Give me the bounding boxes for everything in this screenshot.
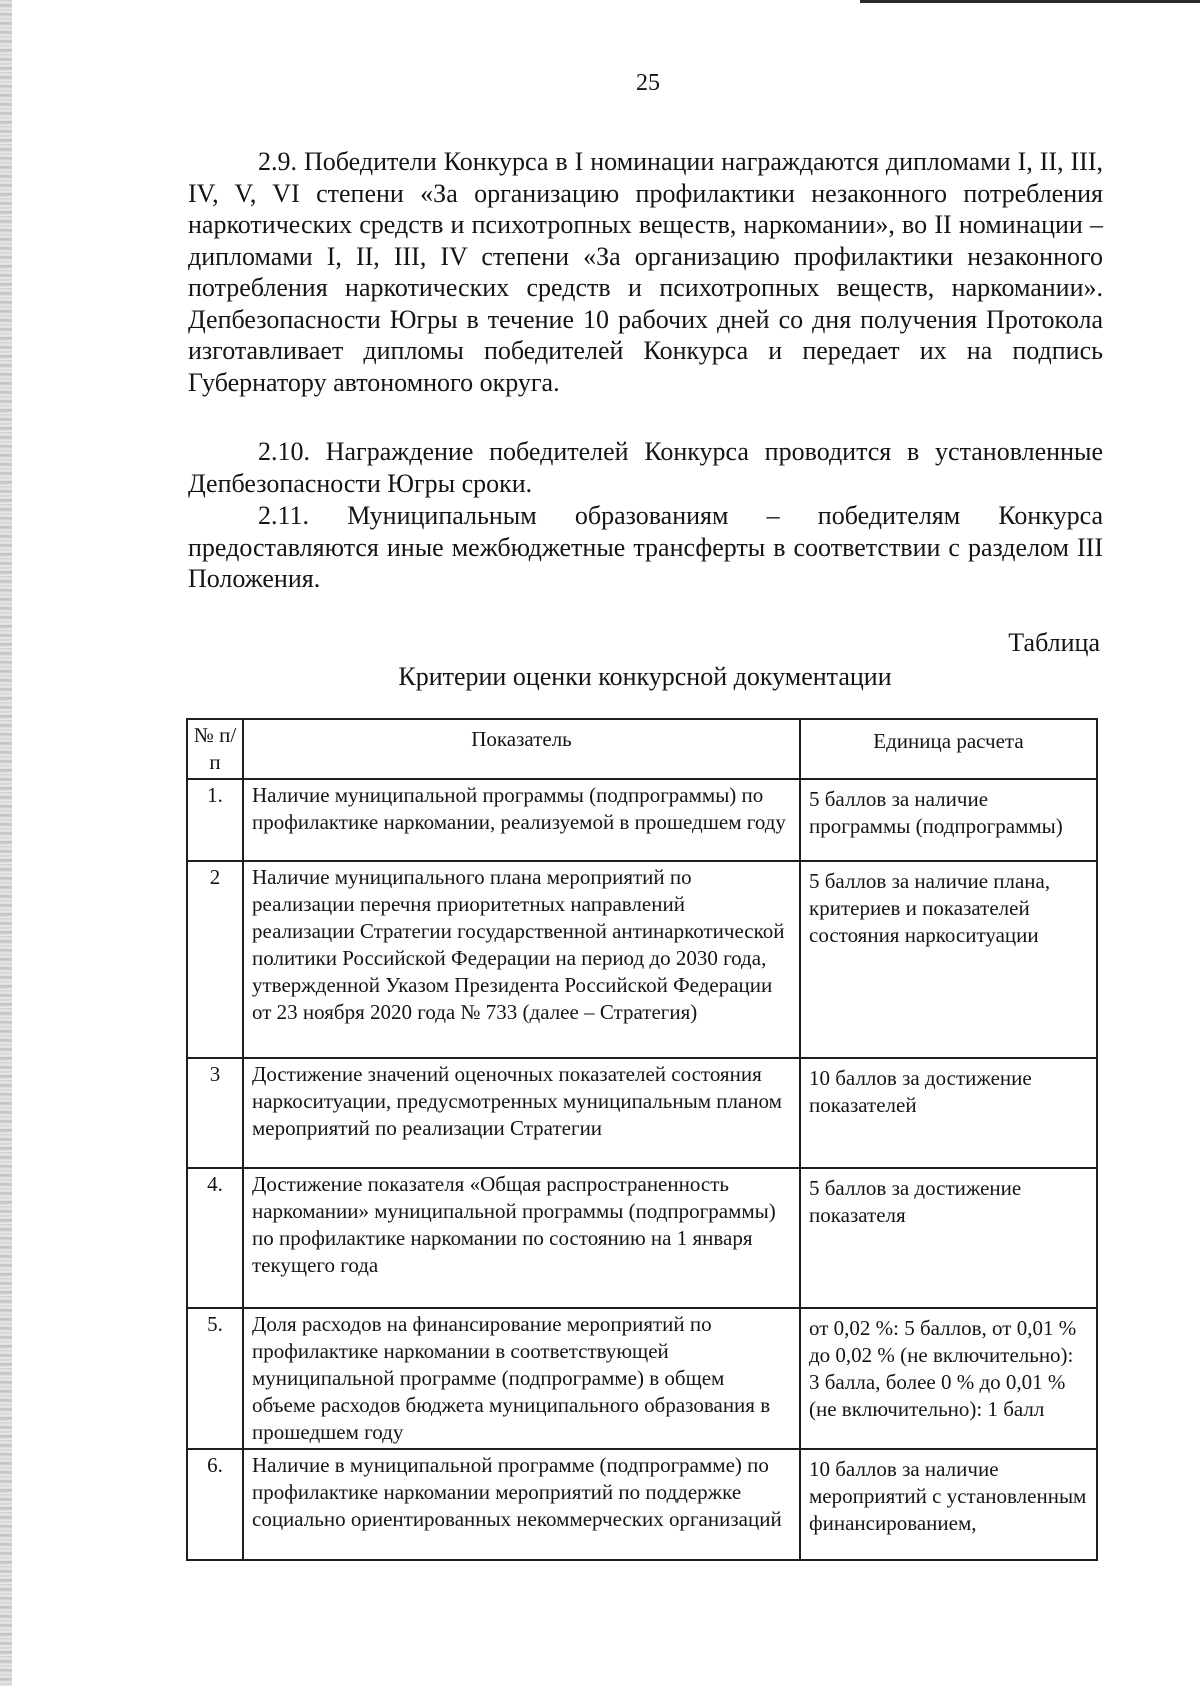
header-unit: Единица расчета	[800, 719, 1097, 779]
row-indicator: Достижение значений оценочных показателей состояния наркоситуации, предусмотренных муниципальным планом мероприятий по реализации Стратегии	[243, 1058, 800, 1168]
row-number: 1.	[187, 779, 243, 861]
row-indicator: Доля расходов на финансирование мероприятий по профилактике наркомании в соответствующей муниципальной программе (подпрограмме) в общем объеме расходов бюджета муниципального образования в прошедшем году	[243, 1308, 800, 1449]
paragraph-2-9-block	[188, 146, 1103, 398]
table-row	[187, 1308, 1097, 1449]
row-indicator: Наличие муниципального плана мероприятий по реализации перечня приоритетных направлений реализации Стратегии государственной антинаркотической политики Российской Федерации на период до 2030 года, утвержденной Указом Президента Российской Федерации от 23 ноября 2020 года № 733 (далее – Стратегия)	[243, 861, 800, 1058]
row-number: 4.	[187, 1168, 243, 1308]
row-unit: 5 баллов за наличие плана, критериев и показателей состояния наркоситуации	[800, 861, 1097, 1058]
row-unit: 10 баллов за достижение показателей	[800, 1058, 1097, 1168]
criteria-table	[186, 718, 1098, 1561]
paragraph-2-10-block	[188, 436, 1103, 499]
page-number: 25	[636, 70, 660, 96]
row-number: 3	[187, 1058, 243, 1168]
header-indicator: Показатель	[243, 719, 800, 779]
table-label: Таблица	[1008, 628, 1100, 657]
row-unit: 10 баллов за наличие мероприятий с установленным финансированием,	[800, 1449, 1097, 1560]
paragraph-2-9: 2.9. Победители Конкурса в I номинации награждаются дипломами I, II, III, IV, V, VI степени «За организацию профилактики незаконного потребления наркотических средств и психотропных веществ, наркомании», во II номинации – дипломами I, II, III, IV степени «За организацию профилактики незаконного потребления наркотических средств и психотропных веществ, наркомании». Депбезопасности Югры в течение 10 рабочих дней со дня получения Протокола изготавливает дипломы победителей Конкурса и передает их на подпись Губернатору автономного округа.	[188, 147, 1103, 397]
scan-top-rule	[860, 0, 1200, 3]
row-number: 2	[187, 861, 243, 1058]
paragraph-2-10: 2.10. Награждение победителей Конкурса проводится в установленные Депбезопасности Югры сроки.	[188, 437, 1103, 498]
table-header-row	[187, 719, 1097, 779]
table-row	[187, 1058, 1097, 1168]
table-row	[187, 1449, 1097, 1560]
row-number: 5.	[187, 1308, 243, 1449]
row-unit: от 0,02 %: 5 баллов, от 0,01 % до 0,02 % (не включительно): 3 балла, более 0 % до 0,01 % (не включительно): 1 балл	[800, 1308, 1097, 1449]
header-number: № п/п	[187, 719, 243, 779]
row-unit: 5 баллов за достижение показателя	[800, 1168, 1097, 1308]
row-number: 6.	[187, 1449, 243, 1560]
table-row	[187, 779, 1097, 861]
scan-left-edge	[0, 0, 12, 1686]
paragraph-2-11: 2.11. Муниципальным образованиям – победителям Конкурса предоставляются иные межбюджетные трансферты в соответствии с разделом III Положения.	[188, 501, 1103, 593]
row-indicator: Наличие муниципальной программы (подпрограммы) по профилактике наркомании, реализуемой в прошедшем году	[243, 779, 800, 861]
row-indicator: Достижение показателя «Общая распространенность наркомании» муниципальной программы (подпрограммы) по профилактике наркомании по состоянию на 1 января текущего года	[243, 1168, 800, 1308]
row-indicator: Наличие в муниципальной программе (подпрограмме) по профилактике наркомании мероприятий по поддержке социально ориентированных некоммерческих организаций	[243, 1449, 800, 1560]
table-title: Критерии оценки конкурсной документации	[398, 662, 892, 691]
table-row	[187, 1168, 1097, 1308]
table-row	[187, 861, 1097, 1058]
paragraph-2-11-block	[188, 500, 1103, 595]
row-unit: 5 баллов за наличие программы (подпрограммы)	[800, 779, 1097, 861]
